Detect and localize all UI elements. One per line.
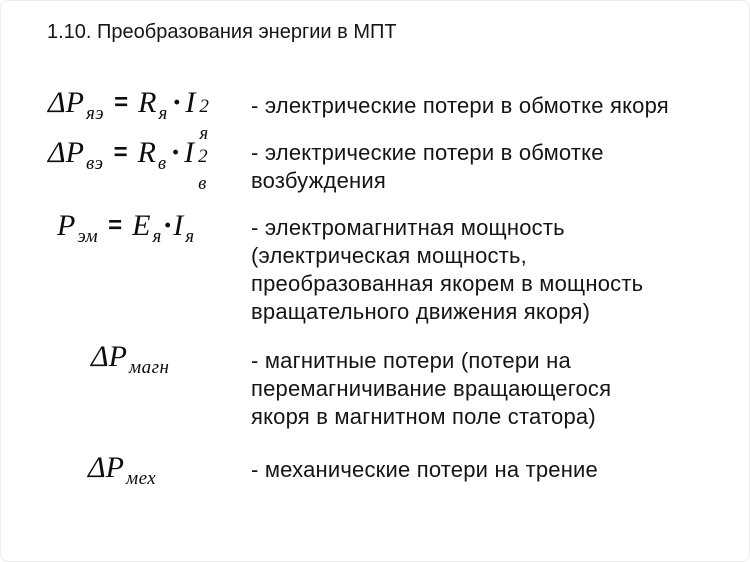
formula-lhs-subscript: эм: [77, 226, 99, 247]
equals-sign: =: [113, 139, 128, 166]
formula-current: I: [173, 209, 184, 242]
description-line: перемагничивание вращающегося: [251, 376, 612, 401]
page-title: 1.10. Преобразования энергии в МПТ: [47, 21, 397, 43]
description-mechanical-losses: [251, 456, 598, 484]
description-line: - электрические потери в обмотке: [251, 140, 604, 165]
formula-emf: E: [132, 209, 151, 242]
formula-lhs-subscript: яэ: [85, 103, 105, 124]
description-line: - электромагнитная мощность: [251, 215, 565, 240]
formula-armature-copper-losses: [48, 86, 209, 144]
current-sub-sup: [198, 146, 208, 194]
formula-emf-subscript: я: [152, 226, 162, 247]
current-subscript: я: [185, 226, 195, 247]
current-sub-sup: [199, 96, 209, 144]
formula-magnetic-losses: [91, 342, 169, 383]
equals-sign: =: [114, 89, 129, 116]
formula-current: I: [184, 136, 195, 169]
formula-lhs-subscript: мех: [125, 468, 157, 489]
description-line: - механические потери на трение: [251, 457, 598, 482]
formula-mechanical-losses: [88, 453, 156, 494]
description-armature-copper-losses: [251, 92, 669, 120]
formula-current: I: [185, 86, 196, 119]
description-line: вращательного движения якоря): [251, 299, 591, 324]
description-line: - магнитные потери (потери на: [251, 348, 571, 373]
formula-excitation-copper-losses: [48, 136, 208, 194]
current-subscript: я: [199, 123, 209, 144]
formula-lhs: ΔP: [48, 86, 84, 119]
formula-lhs: ΔP: [48, 136, 84, 169]
formula-electromagnetic-power: [57, 211, 195, 252]
formula-lhs-subscript: магн: [128, 357, 170, 378]
current-subscript: в: [198, 173, 207, 194]
formula-lhs: P: [57, 209, 76, 242]
description-line: (электрическая мощность,: [251, 243, 527, 268]
formula-resistance: R: [137, 136, 156, 169]
description-magnetic-losses: [251, 347, 611, 431]
description-electromagnetic-power: [251, 214, 643, 326]
multiplication-dot: ·: [163, 209, 172, 242]
formula-lhs: ΔP: [91, 340, 127, 373]
formula-resistance-subscript: в: [157, 153, 167, 174]
superscript-2: 2: [199, 96, 209, 117]
superscript-2: 2: [198, 146, 208, 167]
formula-resistance: R: [138, 86, 157, 119]
formula-lhs-subscript: вэ: [85, 153, 104, 174]
description-line: якоря в магнитном поле статора): [251, 404, 596, 429]
description-line: возбуждения: [251, 168, 386, 193]
formula-resistance-subscript: я: [158, 103, 168, 124]
equals-sign: =: [108, 212, 123, 239]
formula-lhs: ΔP: [88, 451, 124, 484]
multiplication-dot: ·: [171, 136, 180, 169]
multiplication-dot: ·: [172, 86, 181, 119]
description-excitation-copper-losses: [251, 139, 604, 195]
description-line: преобразованная якорем в мощность: [251, 271, 644, 296]
description-line: - электрические потери в обмотке якоря: [251, 93, 669, 118]
